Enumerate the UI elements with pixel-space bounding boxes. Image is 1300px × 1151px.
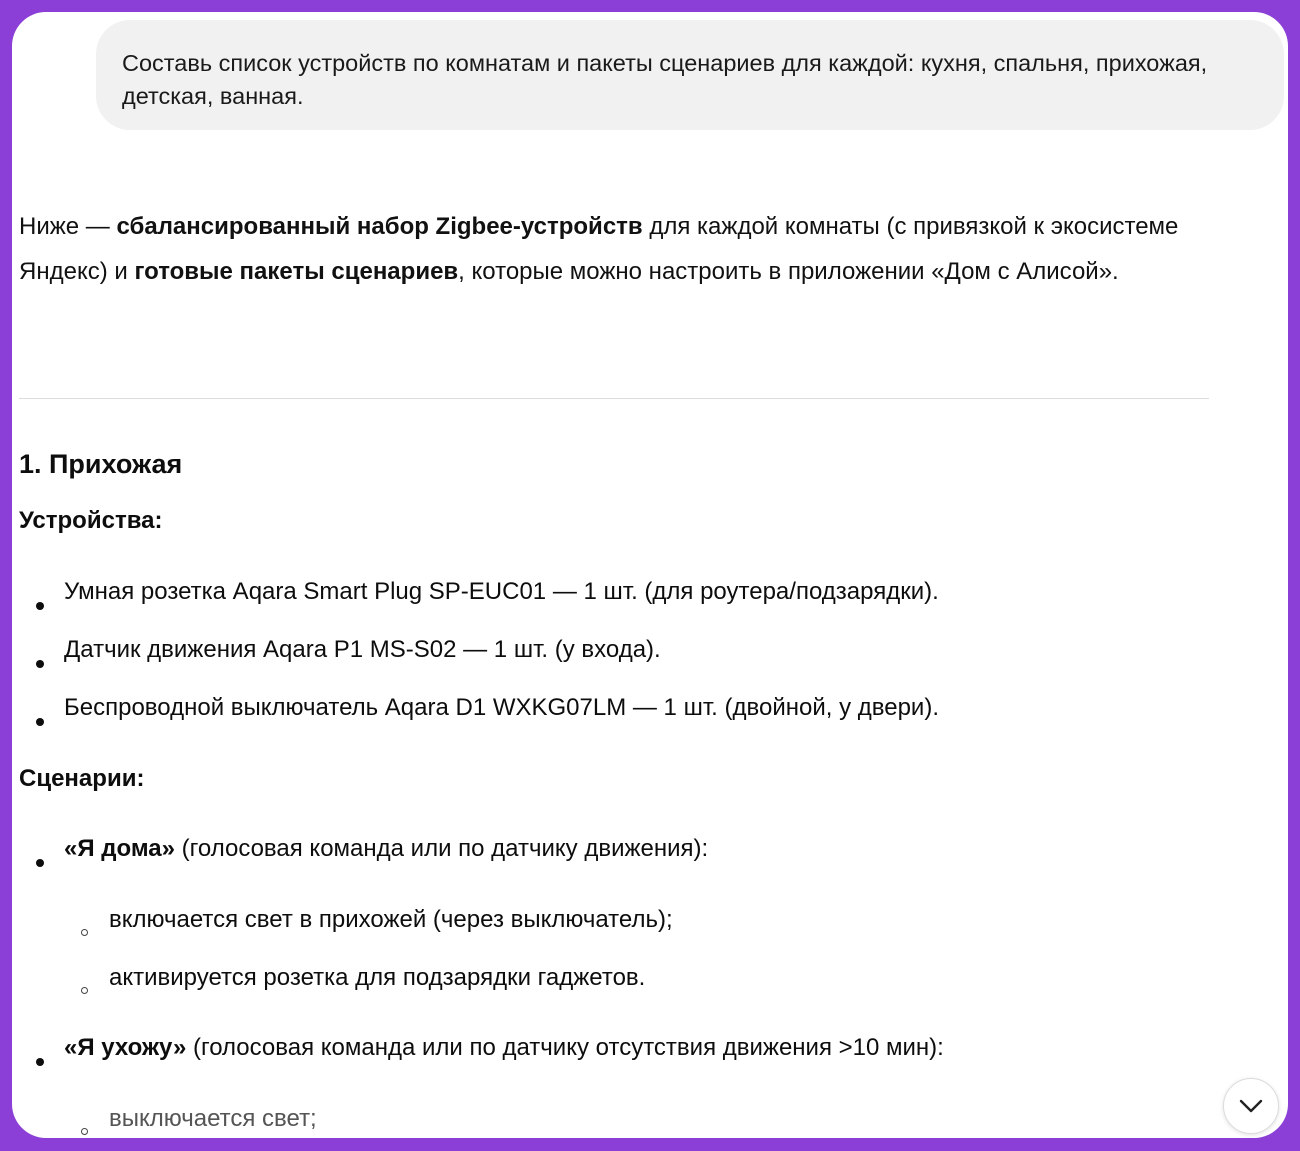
bullet-disc bbox=[36, 602, 44, 610]
scenario-desc: (голосовая команда или по датчику отсутствия движения >10 мин): bbox=[186, 1034, 944, 1061]
device-item: Беспроводной выключатель Aqara D1 WXKG07LM — 1 шт. (двойной, у двери). bbox=[64, 694, 939, 721]
scenario-step: активируется розетка для подзарядки гаджетов. bbox=[109, 964, 646, 991]
bullet-circle bbox=[81, 987, 88, 994]
scroll-down-button[interactable] bbox=[1223, 1078, 1279, 1134]
devices-heading: Устройства: bbox=[19, 507, 163, 534]
chevron-down-icon bbox=[1238, 1098, 1264, 1114]
bullet-circle bbox=[81, 1128, 88, 1135]
scenario-step: выключается свет; bbox=[109, 1105, 317, 1132]
device-item: Умная розетка Aqara Smart Plug SP-EUC01 — 1 шт. (для роутера/подзарядки). bbox=[64, 578, 939, 605]
device-item: Датчик движения Aqara P1 MS-S02 — 1 шт. (у входа). bbox=[64, 636, 661, 663]
section-title: 1. Прихожая bbox=[19, 449, 183, 479]
scenario-step: включается свет в прихожей (через выключатель); bbox=[109, 906, 673, 933]
scenario-name: «Я ухожу» bbox=[64, 1034, 187, 1061]
intro-paragraph: Ниже — сбалансированный набор Zigbee-устройств для каждой комнаты (с привязкой к экосистеме Яндекс) и готовые пакеты сценариев, которые можно настроить в приложении «Дом с Алисой». bbox=[19, 213, 1179, 285]
scenario-desc: (голосовая команда или по датчику движения): bbox=[174, 835, 709, 862]
scenario-name: «Я дома» bbox=[64, 835, 175, 862]
user-message-text: Составь список устройств по комнатам и пакеты сценариев для каждой: кухня, спальня, прихожая, детская, ванная. bbox=[122, 50, 1208, 109]
chat-window bbox=[12, 12, 1288, 1138]
bullet-disc bbox=[36, 859, 44, 867]
user-message-bubble bbox=[96, 20, 1284, 130]
section-divider bbox=[19, 398, 1209, 399]
scenario-item bbox=[64, 1031, 944, 1065]
assistant-intro bbox=[19, 204, 1209, 294]
bullet-disc bbox=[36, 718, 44, 726]
bullet-disc bbox=[36, 660, 44, 668]
bullet-circle bbox=[81, 929, 88, 936]
scenario-item bbox=[64, 832, 708, 866]
bullet-disc bbox=[36, 1058, 44, 1066]
intro-bold-zigbee: сбалансированный набор Zigbee-устройств bbox=[116, 213, 643, 240]
scenarios-heading: Сценарии: bbox=[19, 765, 145, 792]
intro-bold-scenarios: готовые пакеты сценариев bbox=[134, 258, 459, 285]
